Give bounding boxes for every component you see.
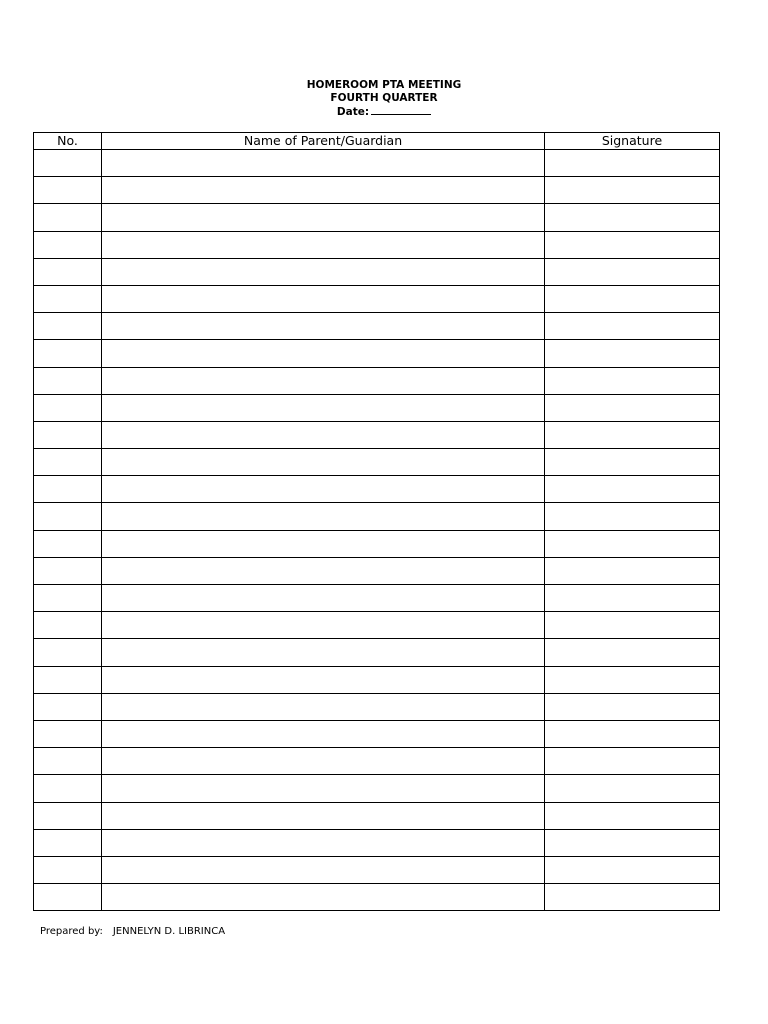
cell-number[interactable]	[34, 313, 102, 340]
cell-parent-name[interactable]	[102, 449, 545, 476]
prepared-by-name: JENNELYN D. LIBRINCA	[112, 926, 226, 937]
cell-parent-name[interactable]	[102, 693, 545, 720]
table-row	[34, 802, 720, 829]
cell-parent-name[interactable]	[102, 557, 545, 584]
date-blank-line[interactable]	[371, 105, 431, 115]
cell-parent-name[interactable]	[102, 666, 545, 693]
cell-parent-name[interactable]	[102, 829, 545, 856]
cell-signature[interactable]	[545, 503, 720, 530]
cell-number[interactable]	[34, 449, 102, 476]
column-header-name: Name of Parent/Guardian	[102, 133, 545, 150]
cell-signature[interactable]	[545, 639, 720, 666]
table-row	[34, 557, 720, 584]
table-row	[34, 666, 720, 693]
table-row	[34, 693, 720, 720]
cell-number[interactable]	[34, 856, 102, 883]
date-label: Date:	[336, 106, 370, 118]
cell-signature[interactable]	[545, 476, 720, 503]
table-row	[34, 177, 720, 204]
cell-number[interactable]	[34, 367, 102, 394]
document-subtitle: FOURTH QUARTER	[330, 92, 438, 104]
table-row	[34, 829, 720, 856]
cell-parent-name[interactable]	[102, 612, 545, 639]
table-row	[34, 503, 720, 530]
cell-number[interactable]	[34, 231, 102, 258]
cell-parent-name[interactable]	[102, 720, 545, 747]
cell-number[interactable]	[34, 829, 102, 856]
table-header-row	[34, 133, 720, 150]
cell-signature[interactable]	[545, 394, 720, 421]
column-header-number: No.	[34, 133, 102, 150]
table-row	[34, 476, 720, 503]
cell-signature[interactable]	[545, 748, 720, 775]
cell-number[interactable]	[34, 177, 102, 204]
table-row	[34, 449, 720, 476]
cell-signature[interactable]	[545, 231, 720, 258]
table-row	[34, 720, 720, 747]
cell-signature[interactable]	[545, 150, 720, 177]
cell-signature[interactable]	[545, 720, 720, 747]
table-row	[34, 204, 720, 231]
cell-signature[interactable]	[545, 313, 720, 340]
cell-number[interactable]	[34, 720, 102, 747]
date-row	[0, 105, 768, 119]
cell-parent-name[interactable]	[102, 177, 545, 204]
document-title: HOMEROOM PTA MEETING	[306, 79, 462, 91]
cell-parent-name[interactable]	[102, 285, 545, 312]
cell-parent-name[interactable]	[102, 585, 545, 612]
cell-number[interactable]	[34, 802, 102, 829]
table-body	[34, 150, 720, 911]
table-row	[34, 285, 720, 312]
cell-signature[interactable]	[545, 775, 720, 802]
cell-parent-name[interactable]	[102, 856, 545, 883]
cell-signature[interactable]	[545, 367, 720, 394]
cell-number[interactable]	[34, 503, 102, 530]
table-row	[34, 367, 720, 394]
table-row	[34, 313, 720, 340]
cell-number[interactable]	[34, 748, 102, 775]
prepared-by	[40, 926, 225, 938]
document-header	[0, 79, 768, 119]
table-row	[34, 856, 720, 883]
cell-parent-name[interactable]	[102, 775, 545, 802]
cell-parent-name[interactable]	[102, 421, 545, 448]
table-row	[34, 231, 720, 258]
cell-parent-name[interactable]	[102, 258, 545, 285]
cell-number[interactable]	[34, 394, 102, 421]
table-row	[34, 530, 720, 557]
cell-parent-name[interactable]	[102, 367, 545, 394]
cell-signature[interactable]	[545, 557, 720, 584]
table-row	[34, 775, 720, 802]
cell-parent-name[interactable]	[102, 150, 545, 177]
attendance-table	[33, 132, 720, 911]
cell-parent-name[interactable]	[102, 639, 545, 666]
cell-parent-name[interactable]	[102, 231, 545, 258]
cell-number[interactable]	[34, 557, 102, 584]
cell-number[interactable]	[34, 530, 102, 557]
cell-number[interactable]	[34, 585, 102, 612]
cell-signature[interactable]	[545, 884, 720, 911]
cell-signature[interactable]	[545, 340, 720, 367]
cell-number[interactable]	[34, 340, 102, 367]
table-row	[34, 258, 720, 285]
cell-signature[interactable]	[545, 421, 720, 448]
table-row	[34, 639, 720, 666]
cell-number[interactable]	[34, 666, 102, 693]
cell-parent-name[interactable]	[102, 394, 545, 421]
cell-signature[interactable]	[545, 449, 720, 476]
cell-number[interactable]	[34, 150, 102, 177]
cell-signature[interactable]	[545, 666, 720, 693]
cell-parent-name[interactable]	[102, 530, 545, 557]
cell-signature[interactable]	[545, 530, 720, 557]
cell-parent-name[interactable]	[102, 802, 545, 829]
cell-parent-name[interactable]	[102, 340, 545, 367]
cell-number[interactable]	[34, 476, 102, 503]
cell-number[interactable]	[34, 258, 102, 285]
table-row	[34, 340, 720, 367]
cell-number[interactable]	[34, 693, 102, 720]
table-row	[34, 884, 720, 911]
cell-signature[interactable]	[545, 585, 720, 612]
table-row	[34, 612, 720, 639]
table-row	[34, 748, 720, 775]
cell-parent-name[interactable]	[102, 748, 545, 775]
cell-parent-name[interactable]	[102, 884, 545, 911]
cell-signature[interactable]	[545, 829, 720, 856]
cell-number[interactable]	[34, 884, 102, 911]
table-row	[34, 150, 720, 177]
table-row	[34, 421, 720, 448]
cell-number[interactable]	[34, 775, 102, 802]
cell-parent-name[interactable]	[102, 503, 545, 530]
cell-signature[interactable]	[545, 856, 720, 883]
cell-signature[interactable]	[545, 802, 720, 829]
cell-signature[interactable]	[545, 177, 720, 204]
prepared-by-label: Prepared by:	[40, 926, 103, 937]
column-header-signature: Signature	[545, 133, 720, 150]
cell-signature[interactable]	[545, 258, 720, 285]
cell-number[interactable]	[34, 612, 102, 639]
cell-signature[interactable]	[545, 204, 720, 231]
cell-parent-name[interactable]	[102, 204, 545, 231]
cell-parent-name[interactable]	[102, 313, 545, 340]
cell-number[interactable]	[34, 639, 102, 666]
cell-parent-name[interactable]	[102, 476, 545, 503]
cell-signature[interactable]	[545, 612, 720, 639]
cell-number[interactable]	[34, 285, 102, 312]
table-row	[34, 585, 720, 612]
cell-number[interactable]	[34, 421, 102, 448]
table-row	[34, 394, 720, 421]
cell-number[interactable]	[34, 204, 102, 231]
cell-signature[interactable]	[545, 285, 720, 312]
cell-signature[interactable]	[545, 693, 720, 720]
